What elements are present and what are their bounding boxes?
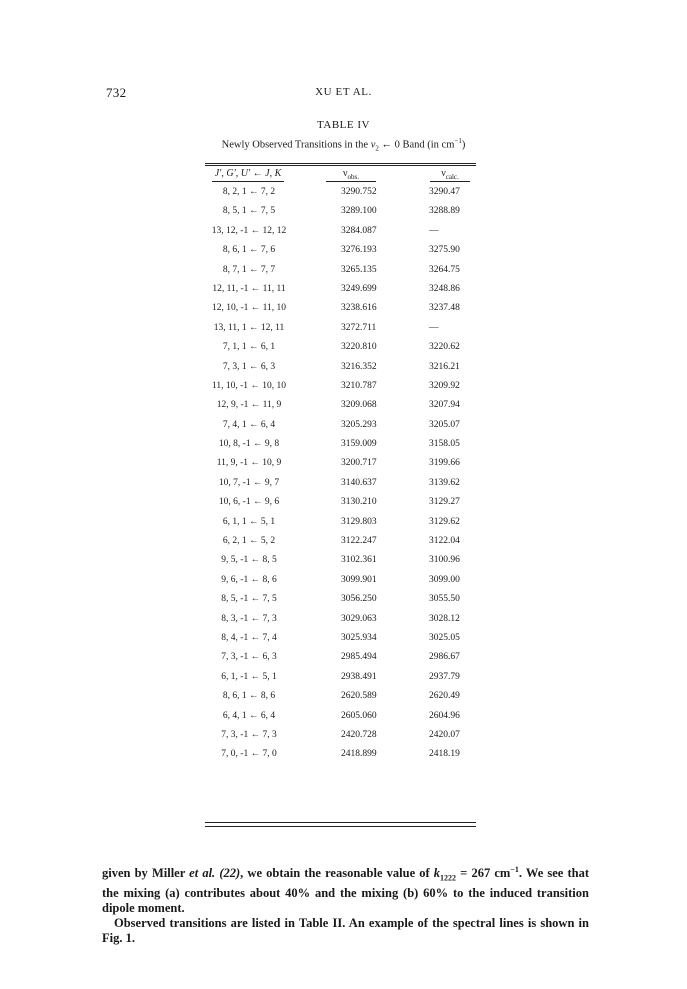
cell-transition: 6, 2, 1 ← 5, 2: [222, 536, 276, 547]
caption-sub: 2: [375, 144, 379, 153]
p1-ref: (22): [215, 866, 241, 881]
cell-calc: 3237.48: [429, 303, 460, 314]
cell-obs: 3102.361: [341, 555, 377, 566]
p1-etal: et al.: [189, 866, 216, 881]
cell-transition: 7, 3, -1 ← 7, 3: [221, 729, 277, 740]
caption-pre: Newly Observed Transitions in the: [221, 139, 371, 151]
cell-obs: 3129.803: [341, 516, 377, 527]
cell-transition: 6, 1, -1 ← 5, 1: [221, 671, 277, 682]
cell-transition: 7, 1, 1 ← 6, 1: [222, 342, 276, 353]
cell-transition: 8, 6, 1 ← 8, 6: [222, 691, 276, 702]
cell-calc: 3122.04: [429, 536, 460, 547]
cell-obs: 2938.491: [341, 671, 377, 682]
table-row: [205, 455, 485, 474]
cell-transition: 13, 11, 1 ← 12, 11: [213, 322, 285, 333]
cell-transition: 9, 6, -1 ← 8, 6: [221, 574, 277, 585]
cell-transition: 6, 1, 1 ← 5, 1: [222, 516, 276, 527]
table-row: [205, 359, 485, 378]
caption-post: ← 0 Band (in cm: [378, 139, 455, 151]
cell-calc: 3205.07: [429, 419, 460, 430]
table-row: [205, 708, 485, 727]
cell-transition: 10, 8, -1 ← 9, 8: [218, 439, 280, 450]
header-obs-nu: ν: [342, 168, 348, 179]
cell-obs: 3159.009: [341, 439, 377, 450]
p1-ksub: 1222: [440, 873, 457, 883]
cell-calc: 3100.96: [429, 555, 460, 566]
table-row: [205, 727, 485, 746]
paragraph-2: Observed transitions are listed in Table II. An example of the spectral lines is shown in Fig. 1.: [102, 915, 589, 945]
header-underline-3: [430, 181, 470, 182]
cell-obs: 3249.699: [341, 283, 377, 294]
cell-calc: 3275.90: [429, 245, 460, 256]
cell-calc: 3207.94: [429, 400, 460, 411]
p1-k: k: [433, 866, 441, 881]
table-row: [205, 184, 485, 203]
cell-obs: 3238.616: [341, 303, 377, 314]
page-number: 732: [106, 85, 127, 100]
cell-calc: 3288.89: [429, 206, 460, 217]
caption-nu: ν: [370, 139, 376, 151]
caption-sup: −1: [454, 137, 462, 145]
table-row: [205, 649, 485, 668]
table-row: [205, 494, 485, 513]
header-underline-1: [212, 181, 284, 182]
header-calc-nu: ν: [441, 168, 446, 179]
body-text: [102, 862, 589, 946]
table-body: [205, 184, 485, 766]
table-row: [205, 320, 485, 339]
cell-calc: 3028.12: [429, 613, 460, 624]
cell-transition: 9, 5, -1 ← 8, 5: [221, 555, 277, 566]
cell-transition: 10, 6, -1 ← 9, 6: [218, 497, 280, 508]
cell-transition: 8, 3, -1 ← 7, 3: [221, 613, 277, 624]
table-row: [205, 397, 485, 416]
cell-obs: 3099.901: [341, 574, 377, 585]
header-obs: [316, 168, 386, 181]
p1-a: given by Miller: [102, 866, 190, 881]
cell-transition: 11, 10, -1 ← 10, 10: [211, 380, 287, 391]
cell-transition: 7, 0, -1 ← 7, 0: [221, 749, 277, 760]
table-row: [205, 242, 485, 261]
cell-obs: 3140.637: [341, 477, 377, 488]
cell-transition: 6, 4, 1 ← 6, 4: [222, 710, 276, 721]
cell-calc: 2604.96: [429, 710, 460, 721]
cell-obs: 3272.711: [341, 322, 377, 333]
cell-obs: 3205.293: [341, 419, 377, 430]
table-row: [205, 339, 485, 358]
cell-calc: 3025.05: [429, 632, 460, 643]
cell-calc: 2620.49: [429, 691, 460, 702]
running-head: XU ET AL.: [315, 86, 372, 98]
p1-d: . We see that the mixing (a) contributes about 40% and the mixing (b) 60% to the induced transition dipole moment.: [102, 866, 590, 915]
cell-calc: 3216.21: [429, 361, 460, 372]
cell-transition: 12, 9, -1 ← 11, 9: [216, 400, 282, 411]
table-row: [205, 281, 485, 300]
header-transition: J′, G′, U′ ← J, K: [214, 168, 282, 179]
cell-transition: 8, 7, 1 ← 7, 7: [222, 264, 276, 275]
table-row: [205, 552, 485, 571]
cell-calc: 3264.75: [429, 264, 460, 275]
cell-calc: 2418.19: [429, 749, 460, 760]
cell-obs: 3122.247: [341, 536, 377, 547]
table-row: [205, 514, 485, 533]
cell-obs: 2420.728: [341, 729, 377, 740]
cell-calc: 3129.27: [429, 497, 460, 508]
table-row: [205, 203, 485, 222]
cell-obs: 3220.810: [341, 342, 377, 353]
cell-transition: 8, 5, 1 ← 7, 5: [222, 206, 276, 217]
cell-transition: 11, 9, -1 ← 10, 9: [216, 458, 282, 469]
table-row: [205, 475, 485, 494]
cell-calc: 3209.92: [429, 380, 460, 391]
cell-calc: 3199.66: [429, 458, 460, 469]
table-row: [205, 572, 485, 591]
cell-obs: 3284.087: [341, 225, 377, 236]
paragraph-1: [102, 862, 589, 916]
cell-obs: 2418.899: [341, 749, 377, 760]
table-row: [205, 611, 485, 630]
table-caption: [0, 137, 687, 153]
cell-obs: 3130.210: [341, 497, 377, 508]
cell-calc: 2937.79: [429, 671, 460, 682]
cell-calc: —: [429, 225, 439, 236]
table-row: [205, 378, 485, 397]
header-calc: [420, 168, 480, 181]
cell-obs: 3216.352: [341, 361, 377, 372]
cell-obs: 3265.135: [341, 264, 377, 275]
cell-obs: 2620.589: [341, 691, 377, 702]
cell-obs: 3276.193: [341, 245, 377, 256]
cell-transition: 7, 4, 1 ← 6, 4: [222, 419, 276, 430]
p1-b: , we obtain the reasonable value of: [240, 866, 434, 881]
table-row: [205, 533, 485, 552]
cell-obs: 3025.934: [341, 632, 377, 643]
p1-c: = 267 cm: [456, 866, 511, 881]
cell-calc: 3220.62: [429, 342, 460, 353]
cell-calc: 3290.47: [429, 187, 460, 197]
cell-calc: 3248.86: [429, 283, 460, 294]
cell-calc: 2420.07: [429, 729, 460, 740]
table-label: TABLE IV: [317, 119, 370, 131]
cell-obs: 3209.068: [341, 400, 377, 411]
cell-obs: 3056.250: [341, 594, 377, 605]
table-row: [205, 688, 485, 707]
cell-calc: 3139.62: [429, 477, 460, 488]
table-row: [205, 223, 485, 242]
table-bottom-rule-2: [205, 826, 476, 827]
header-calc-sub: calc.: [445, 173, 459, 181]
cell-transition: 7, 3, 1 ← 6, 3: [222, 361, 276, 372]
table-row: [205, 300, 485, 319]
p1-sup: −1: [510, 865, 519, 874]
cell-transition: 8, 5, -1 ← 7, 5: [221, 594, 277, 605]
cell-obs: 3290.752: [341, 187, 377, 197]
cell-obs: 2985.494: [341, 652, 377, 663]
cell-transition: 8, 2, 1 ← 7, 2: [222, 187, 276, 197]
cell-transition: 12, 10, -1 ← 11, 10: [211, 303, 287, 314]
cell-transition: 13, 12, -1 ← 12, 12: [211, 225, 287, 236]
table-row: [205, 669, 485, 688]
cell-transition: 7, 3, -1 ← 6, 3: [221, 652, 277, 663]
header-obs-sub: obs.: [347, 173, 359, 181]
cell-transition: 10, 7, -1 ← 9, 7: [218, 477, 280, 488]
table-row: [205, 630, 485, 649]
cell-obs: 3200.717: [341, 458, 377, 469]
cell-calc: —: [429, 322, 439, 333]
table-row: [205, 262, 485, 281]
cell-obs: 2605.060: [341, 710, 377, 721]
cell-obs: 3029.063: [341, 613, 377, 624]
table-row: [205, 746, 485, 765]
header-underline-2: [326, 181, 376, 182]
cell-obs: 3210.787: [341, 380, 377, 391]
table-row: [205, 436, 485, 455]
table-top-rule: [205, 163, 476, 164]
table-row: [205, 591, 485, 610]
cell-calc: 3158.05: [429, 439, 460, 450]
cell-calc: 3055.50: [429, 594, 460, 605]
cell-calc: 3099.00: [429, 574, 460, 585]
cell-calc: 2986.67: [429, 652, 460, 663]
table-bottom-rule: [205, 822, 476, 823]
caption-end: ): [461, 139, 466, 151]
cell-obs: 3289.100: [341, 206, 377, 217]
table-top-rule-2: [205, 165, 476, 166]
table-row: [205, 417, 485, 436]
cell-transition: 12, 11, -1 ← 11, 11: [212, 283, 286, 294]
cell-transition: 8, 6, 1 ← 7, 6: [222, 245, 276, 256]
cell-transition: 8, 4, -1 ← 7, 4: [221, 632, 277, 643]
cell-calc: 3129.62: [429, 516, 460, 527]
